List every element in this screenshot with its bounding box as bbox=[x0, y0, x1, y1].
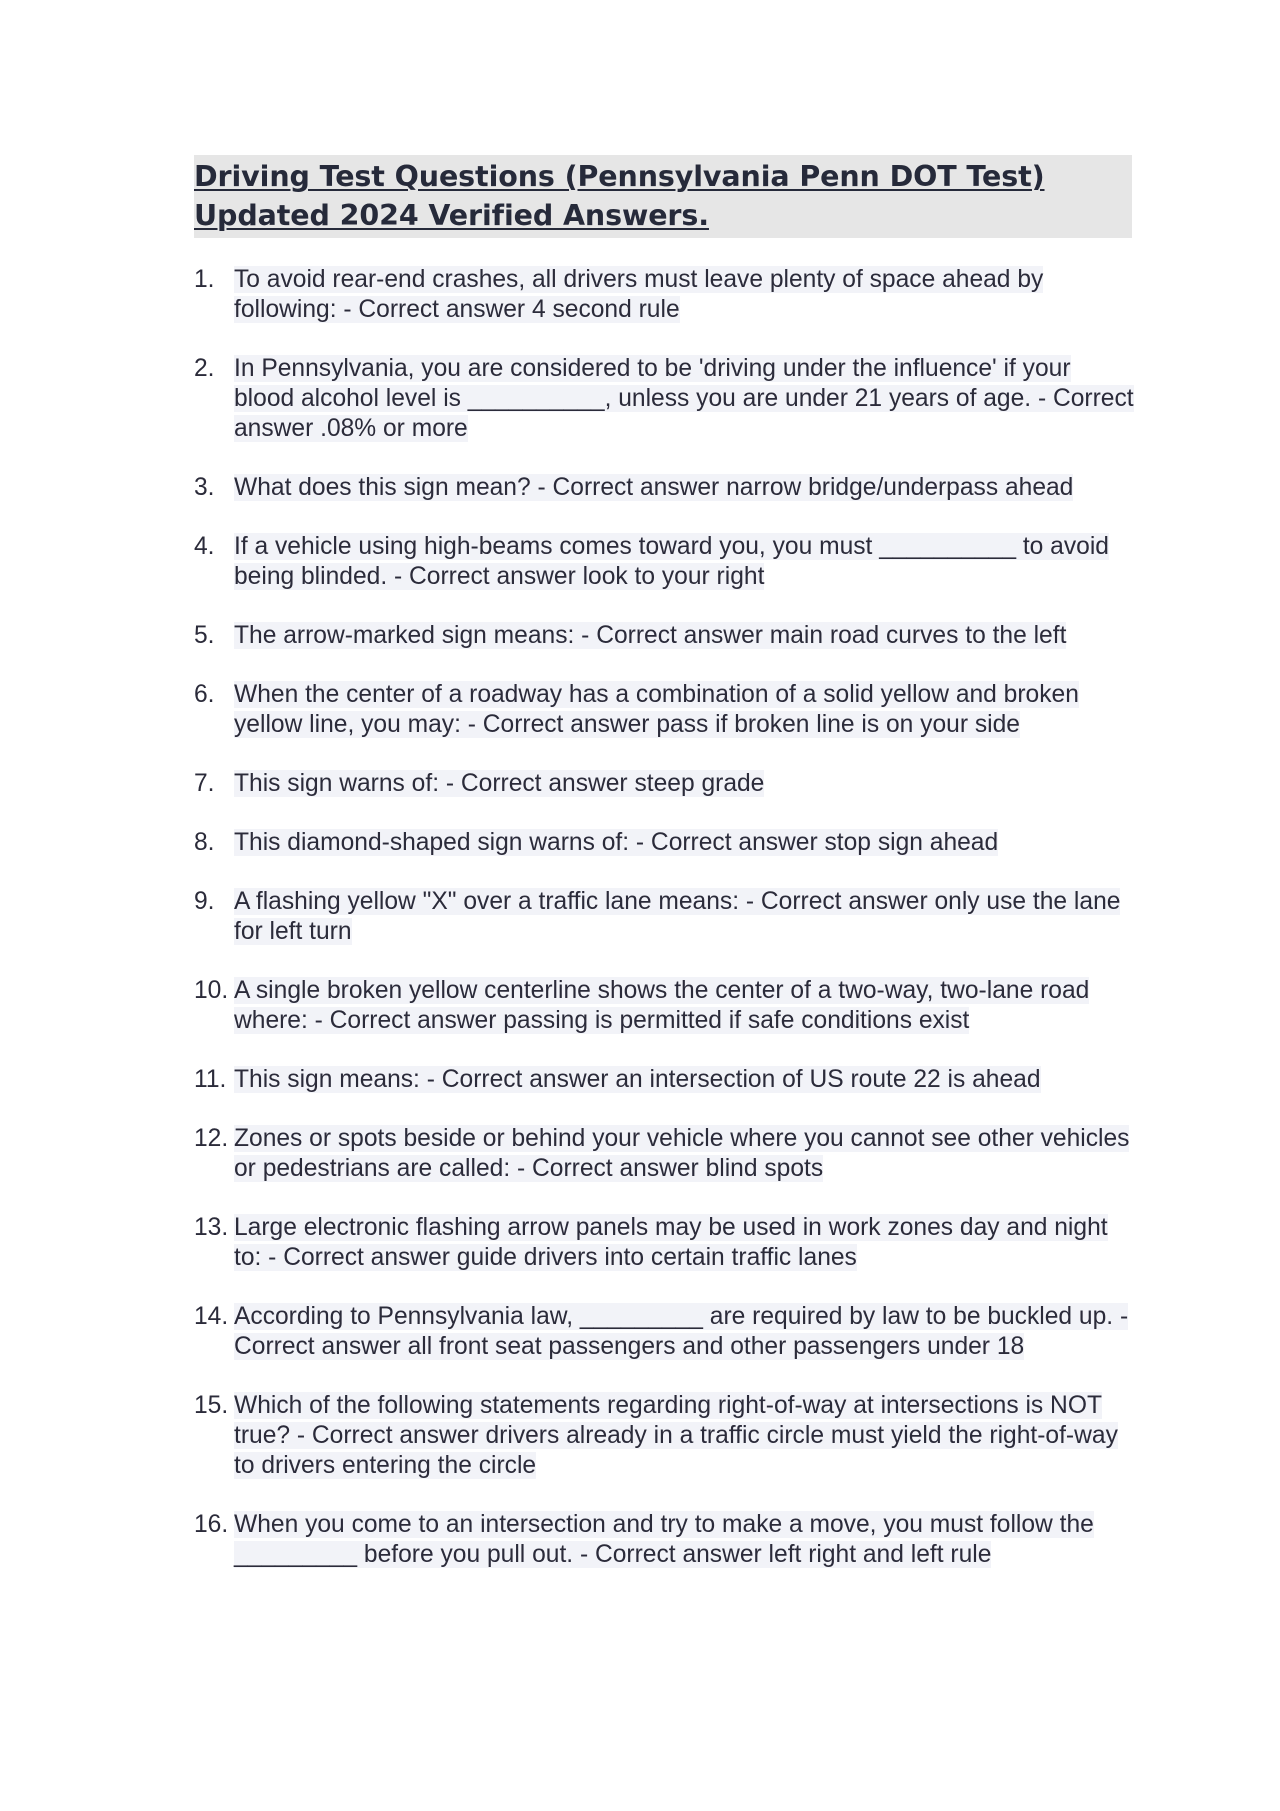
item-number: 14. bbox=[194, 1303, 229, 1330]
item-number: 3. bbox=[194, 474, 215, 501]
item-text: When you come to an intersection and try to make a move, you must follow the _________ before you pull out. - Correct answer left right and left rule bbox=[234, 1511, 1094, 1568]
list-item bbox=[194, 769, 1134, 799]
item-text: Zones or spots beside or behind your vehicle where you cannot see other vehicles or pedestrians are called: - Correct answer blind spots bbox=[234, 1125, 1130, 1182]
item-number: 15. bbox=[194, 1392, 229, 1419]
item-text: Large electronic flashing arrow panels may be used in work zones day and night to: - Correct answer guide drivers into certain traffic lanes bbox=[234, 1214, 1108, 1271]
item-text: This sign warns of: - Correct answer steep grade bbox=[234, 770, 765, 797]
item-text: Which of the following statements regarding right-of-way at intersections is NOT true? - Correct answer drivers already in a traffic circle must yield the right-of-way to drivers entering the circle bbox=[234, 1392, 1118, 1479]
list-item bbox=[194, 1302, 1134, 1362]
list-item bbox=[194, 354, 1134, 444]
item-text: What does this sign mean? - Correct answer narrow bridge/underpass ahead bbox=[234, 474, 1074, 501]
list-item bbox=[194, 1213, 1134, 1273]
list-item bbox=[194, 828, 1134, 858]
title-line-1: Driving Test Questions (Pennsylvania Penn DOT Test) bbox=[194, 160, 1045, 193]
list-item bbox=[194, 1065, 1134, 1095]
item-text: If a vehicle using high-beams comes toward you, you must __________ to avoid being blinded. - Correct answer look to your right bbox=[234, 533, 1109, 590]
item-number: 4. bbox=[194, 533, 215, 560]
item-number: 13. bbox=[194, 1214, 229, 1241]
item-number: 6. bbox=[194, 681, 215, 708]
list-item bbox=[194, 621, 1134, 651]
item-number: 7. bbox=[194, 770, 215, 797]
list-item bbox=[194, 976, 1134, 1036]
item-text: To avoid rear-end crashes, all drivers must leave plenty of space ahead by following: - Correct answer 4 second rule bbox=[234, 266, 1044, 323]
list-item bbox=[194, 265, 1134, 325]
item-number: 12. bbox=[194, 1125, 229, 1152]
list-item bbox=[194, 532, 1134, 592]
item-text: This sign means: - Correct answer an intersection of US route 22 is ahead bbox=[234, 1066, 1041, 1093]
question-list bbox=[194, 265, 1134, 1599]
item-text: A single broken yellow centerline shows the center of a two-way, two-lane road where: - Correct answer passing is permitted if safe conditions exist bbox=[234, 977, 1090, 1034]
list-item bbox=[194, 680, 1134, 740]
list-item bbox=[194, 1510, 1134, 1570]
item-number: 16. bbox=[194, 1511, 229, 1538]
item-text: In Pennsylvania, you are considered to be 'driving under the influence' if your blood alcohol level is __________, unless you are under 21 years of age. - Correct answer .08% or more bbox=[234, 355, 1134, 442]
list-item bbox=[194, 1124, 1134, 1184]
item-text: According to Pennsylvania law, _________ are required by law to be buckled up. - Correct answer all front seat passengers and other passengers under 18 bbox=[234, 1303, 1129, 1360]
list-item bbox=[194, 887, 1134, 947]
item-text: The arrow-marked sign means: - Correct answer main road curves to the left bbox=[234, 622, 1067, 649]
list-item bbox=[194, 1391, 1134, 1481]
item-text: A flashing yellow "X" over a traffic lane means: - Correct answer only use the lane for left turn bbox=[234, 888, 1121, 945]
document-title bbox=[194, 155, 1132, 238]
item-number: 2. bbox=[194, 355, 215, 382]
item-number: 11. bbox=[194, 1066, 227, 1093]
item-number: 5. bbox=[194, 622, 215, 649]
title-line-2: Updated 2024 Verified Answers. bbox=[194, 199, 709, 232]
list-item bbox=[194, 473, 1134, 503]
item-number: 10. bbox=[194, 977, 229, 1004]
item-number: 8. bbox=[194, 829, 215, 856]
item-number: 9. bbox=[194, 888, 215, 915]
item-text: This diamond-shaped sign warns of: - Correct answer stop sign ahead bbox=[234, 829, 999, 856]
item-number: 1. bbox=[194, 266, 215, 293]
item-text: When the center of a roadway has a combination of a solid yellow and broken yellow line, you may: - Correct answer pass if broken line is on your side bbox=[234, 681, 1079, 738]
